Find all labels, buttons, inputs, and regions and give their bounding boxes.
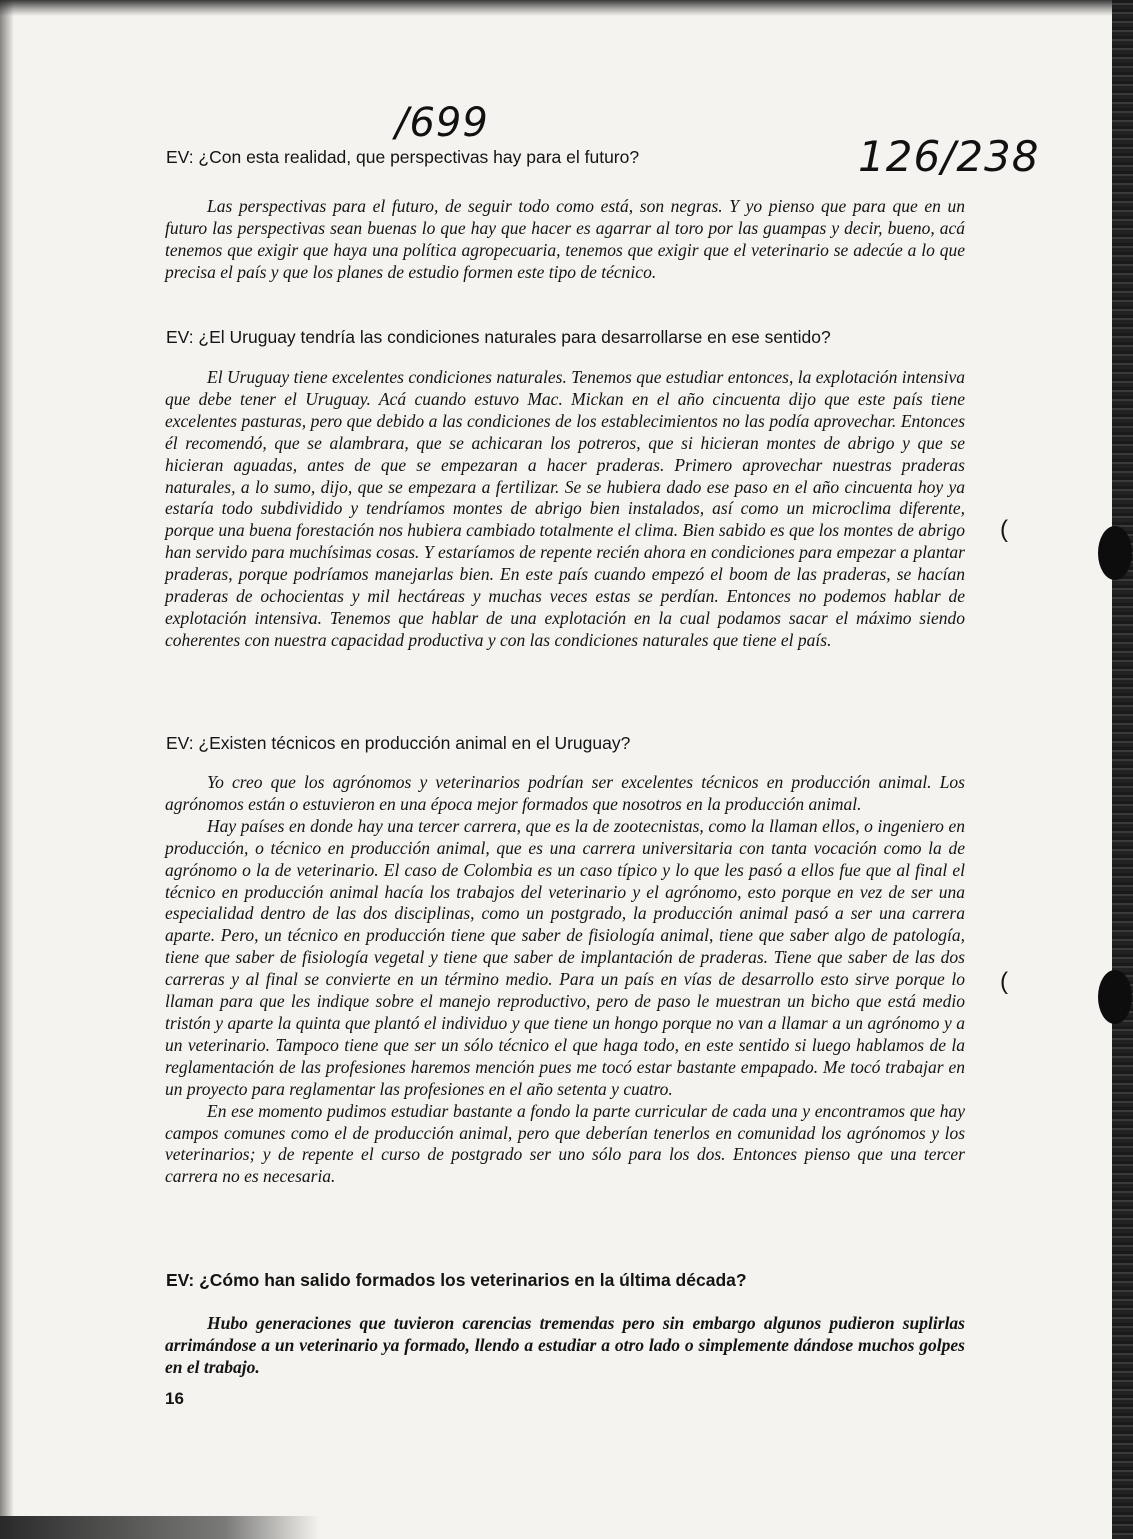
interview-answer-2 <box>165 367 965 652</box>
answer-2-paragraph: El Uruguay tiene excelentes condiciones naturales. Tenemos que estudiar entonces, la explotación intensiva que debe tener el Uruguay. Acá cuando estuvo Mac. Mickan en el año cincuenta dijo que este país tiene excelentes pasturas, pero que debido a las condiciones de los establecimientos no las podía aprovechar. Entonces él recomendó, que se alambrara, que se achicaran los potreros, que si hicieran montes de abrigo y que se hicieran aguadas, antes de que se empezaran a hacer praderas. Primero aprovechar nuestras praderas naturales, a lo sumo, dijo, que se empezara a fertilizar. Se se hubiera dado ese paso en el año cincuenta hoy ya estaría todo subdividido y tendríamos montes de abrigo bien instalados, así como un microclima diferente, porque una buena forestación nos hubiera cambiado totalmente el clima. Bien sabido es que los montes de abrigo han servido para muchísimas cosas. Y estaríamos de repente recién ahora en condiciones para empezar a plantar praderas, porque podríamos manejarlas bien. En este país cuando empezó el boom de las praderas, se hacían praderas de ochocientas y mil hectáreas y muchas veces estas se perdían. Entonces no podemos hablar de explotación intensiva. Tenemos que hablar de una explotación en la cual podamos sacar el máximo siendo coherentes con nuestra capacidad productiva y con las condiciones naturales que tiene el país. <box>165 367 965 650</box>
answer-4-paragraph: Hubo generaciones que tuvieron carencias tremendas pero sin embargo algunos pudieron suplirlas arrimándose a un veterinario ya formado, llendo a estudiar a otro lado o simplemente dándose muchos golpes en el trabajo. <box>165 1313 965 1377</box>
scan-edge-left <box>0 0 14 1539</box>
interview-question-4: EV: ¿Cómo han salido formados los veterinarios en la última década? <box>166 1270 747 1290</box>
interview-answer-4 <box>165 1313 965 1379</box>
interview-answer-3 <box>165 772 965 1188</box>
answer-3-paragraph-3: En ese momento pudimos estudiar bastante a fondo la parte curricular de cada una y encontramos que hay campos comunes como el de producción animal, pero que deberían tenerlos en comunidad los agrónomos y los veterinarios; y de repente el curso de postgrado ser uno sólo para los dos. Entonces pienso que una tercer carrera no es necesaria. <box>165 1100 965 1187</box>
interview-answer-1 <box>165 196 965 284</box>
interview-question-1: EV: ¿Con esta realidad, que perspectivas hay para el futuro? <box>166 147 640 167</box>
answer-1-paragraph: Las perspectivas para el futuro, de seguir todo como está, son negras. Y yo pienso que para que en un futuro las perspectivas sean buenas lo que hay que hacer es agarrar al toro por las guampas y decir, bueno, acá tenemos que exigir que haya una política agropecuaria, tenemos que exigir que el veterinario se adecúe a lo que precisa el país y que los planes de estudio formen este tipo de técnico. <box>165 196 965 282</box>
answer-3-paragraph-1: Yo creo que los agrónomos y veterinarios podrían ser excelentes técnicos en producción animal. Los agrónomos están o estuvieron en una época mejor formados que nosotros en la producción animal. <box>165 772 965 814</box>
interview-question-2: EV: ¿El Uruguay tendría las condiciones naturales para desarrollarse en ese sentido? <box>166 327 831 347</box>
punch-hole-top <box>1098 526 1132 580</box>
page-number: 16 <box>165 1389 184 1408</box>
interview-question-3: EV: ¿Existen técnicos en producción animal en el Uruguay? <box>166 733 631 753</box>
handwritten-reference: 126/238 <box>858 132 1040 181</box>
margin-mark-bottom: ( <box>1000 968 1008 995</box>
scan-edge-top <box>0 0 1133 16</box>
answer-3-paragraph-2: Hay países en donde hay una tercer carrera, que es la de zootecnistas, como la llaman ellos, o ingeniero en producción, o técnico en producción animal, que es una carrera universitaria con tanta vocación como la de agrónomo o la de veterinario. El caso de Colombia es un caso típico y lo que les pasó a ellos fue que al final el técnico en producción animal hacía los trabajos del veterinario y el agrónomo, esto porque en vez de ser una especialidad dentro de las dos disciplinas, como un postgrado, la producción animal pasó a ser una carrera aparte. Pero, un técnico en producción tiene que saber de fisiología animal, tiene que saber algo de patología, tiene que saber de fisiología vegetal y tiene que saber de implantación de praderas. Tiene que saber de las dos carreras y al final se convierte en un término medio. Para un país en vías de desarrollo esto sirve porque lo llaman para que les indique sobre el manejo reproductivo, pero de paso le muestran un bicho que está medio tristón y aparte la quinta que plantó el individuo y que tiene un hongo porque no van a llamar a un agrónomo y a un veterinario. Tampoco tiene que ser un sólo técnico el que haga todo, en este sentido si luego hablamos de la reglamentación de las profesiones haremos mención pues me tocó estar bastante empapado. Me tocó trabajar en un proyecto para reglamentar las profesiones en el año setenta y cuatro. <box>165 815 965 1099</box>
margin-mark-top: ( <box>1000 516 1008 543</box>
scan-edge-bottom <box>0 1516 320 1539</box>
handwritten-page-number: /699 <box>395 100 489 146</box>
scan-edge-right <box>1112 0 1133 1539</box>
punch-hole-bottom <box>1098 970 1132 1024</box>
